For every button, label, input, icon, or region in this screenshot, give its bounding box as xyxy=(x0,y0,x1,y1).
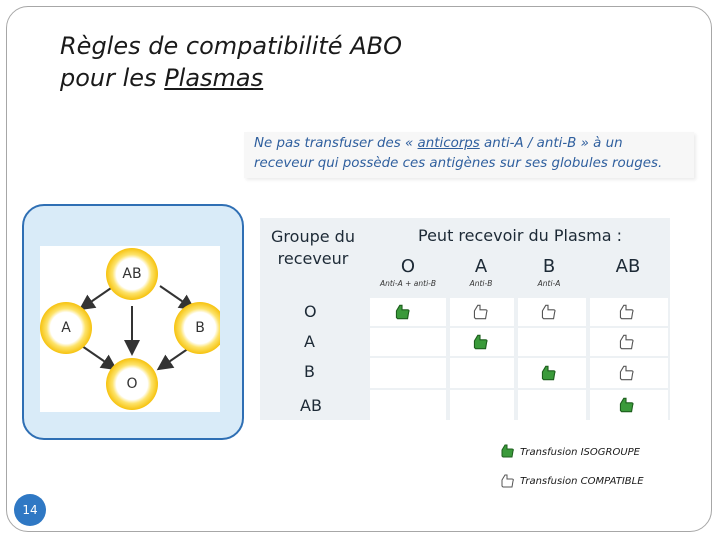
legend-compatible-thumb-icon xyxy=(498,472,516,490)
legend-isogroupe-thumb-icon xyxy=(498,442,516,460)
isogroupe-thumb-icon xyxy=(616,395,636,415)
row-label-b: B xyxy=(304,362,315,381)
table-cell xyxy=(450,298,514,326)
table-cell xyxy=(450,358,514,388)
note-part-2: anti-A / anti-B » à un receveur qui possède ces antigènes sur ses globules rouges. xyxy=(254,136,663,171)
rule-note xyxy=(244,132,694,178)
table-cell xyxy=(590,298,668,326)
col-letter-ab: AB xyxy=(615,256,641,277)
col-anti-b: Anti-A xyxy=(537,279,561,288)
title-line-2-underlined: Plasmas xyxy=(164,64,264,92)
node-o-label: O xyxy=(126,376,138,392)
col-letter-a: A xyxy=(474,256,488,277)
isogroupe-thumb-icon xyxy=(538,363,558,383)
col-header-b xyxy=(514,256,584,288)
header-plasma: Peut recevoir du Plasma : xyxy=(418,226,622,245)
table-cell xyxy=(370,390,446,420)
header-recipient-group: Groupe du receveur xyxy=(271,227,355,268)
col-letter-o: O xyxy=(400,256,416,277)
table-cell xyxy=(450,328,514,356)
table-cell xyxy=(590,358,668,388)
col-letter-b: B xyxy=(542,256,556,277)
arrow-ab-to-a xyxy=(82,286,114,308)
col-header-o xyxy=(370,256,446,288)
title-line-2-prefix: pour les xyxy=(60,64,165,92)
table-cell xyxy=(450,390,514,420)
col-header-ab xyxy=(590,256,666,279)
isogroupe-thumb-icon xyxy=(392,302,412,322)
table-cell xyxy=(518,328,586,356)
note-part-1: Ne pas transfuser des « xyxy=(254,136,418,151)
isogroupe-thumb-icon xyxy=(470,332,490,352)
compatible-thumb-icon xyxy=(538,302,558,322)
note-underlined: anticorps xyxy=(417,136,480,151)
row-label-ab: AB xyxy=(300,396,322,415)
table-cell xyxy=(370,358,446,388)
slide-title xyxy=(60,30,402,94)
node-ab-label: AB xyxy=(122,266,142,282)
compatible-thumb-icon xyxy=(470,302,490,322)
compatible-thumb-icon xyxy=(616,332,636,352)
compatible-thumb-icon xyxy=(616,363,636,383)
table-cell xyxy=(590,390,668,420)
title-line-1: Règles de compatibilité ABO xyxy=(60,32,402,60)
table-cell xyxy=(370,328,446,356)
table-cell xyxy=(518,298,586,326)
compatible-thumb-icon xyxy=(616,302,636,322)
col-anti-o: Anti-A + anti-B xyxy=(379,279,437,288)
col-header-a xyxy=(446,256,516,288)
row-label-o: O xyxy=(304,302,317,321)
arrow-ab-to-b xyxy=(160,286,192,308)
node-b-label: B xyxy=(195,320,205,336)
arrow-a-to-o xyxy=(82,346,114,368)
table-cell xyxy=(518,358,586,388)
row-label-a: A xyxy=(304,332,315,351)
page-number: 14 xyxy=(14,494,46,526)
node-a-label: A xyxy=(61,320,71,336)
table-cell xyxy=(518,390,586,420)
legend-isogroupe-label: Transfusion ISOGROUPE xyxy=(520,447,641,458)
table-cell xyxy=(370,298,446,326)
col-anti-a: Anti-B xyxy=(469,279,493,288)
legend-compatible-label: Transfusion COMPATIBLE xyxy=(520,476,644,487)
title-line-2 xyxy=(60,62,402,94)
table-cell xyxy=(590,328,668,356)
